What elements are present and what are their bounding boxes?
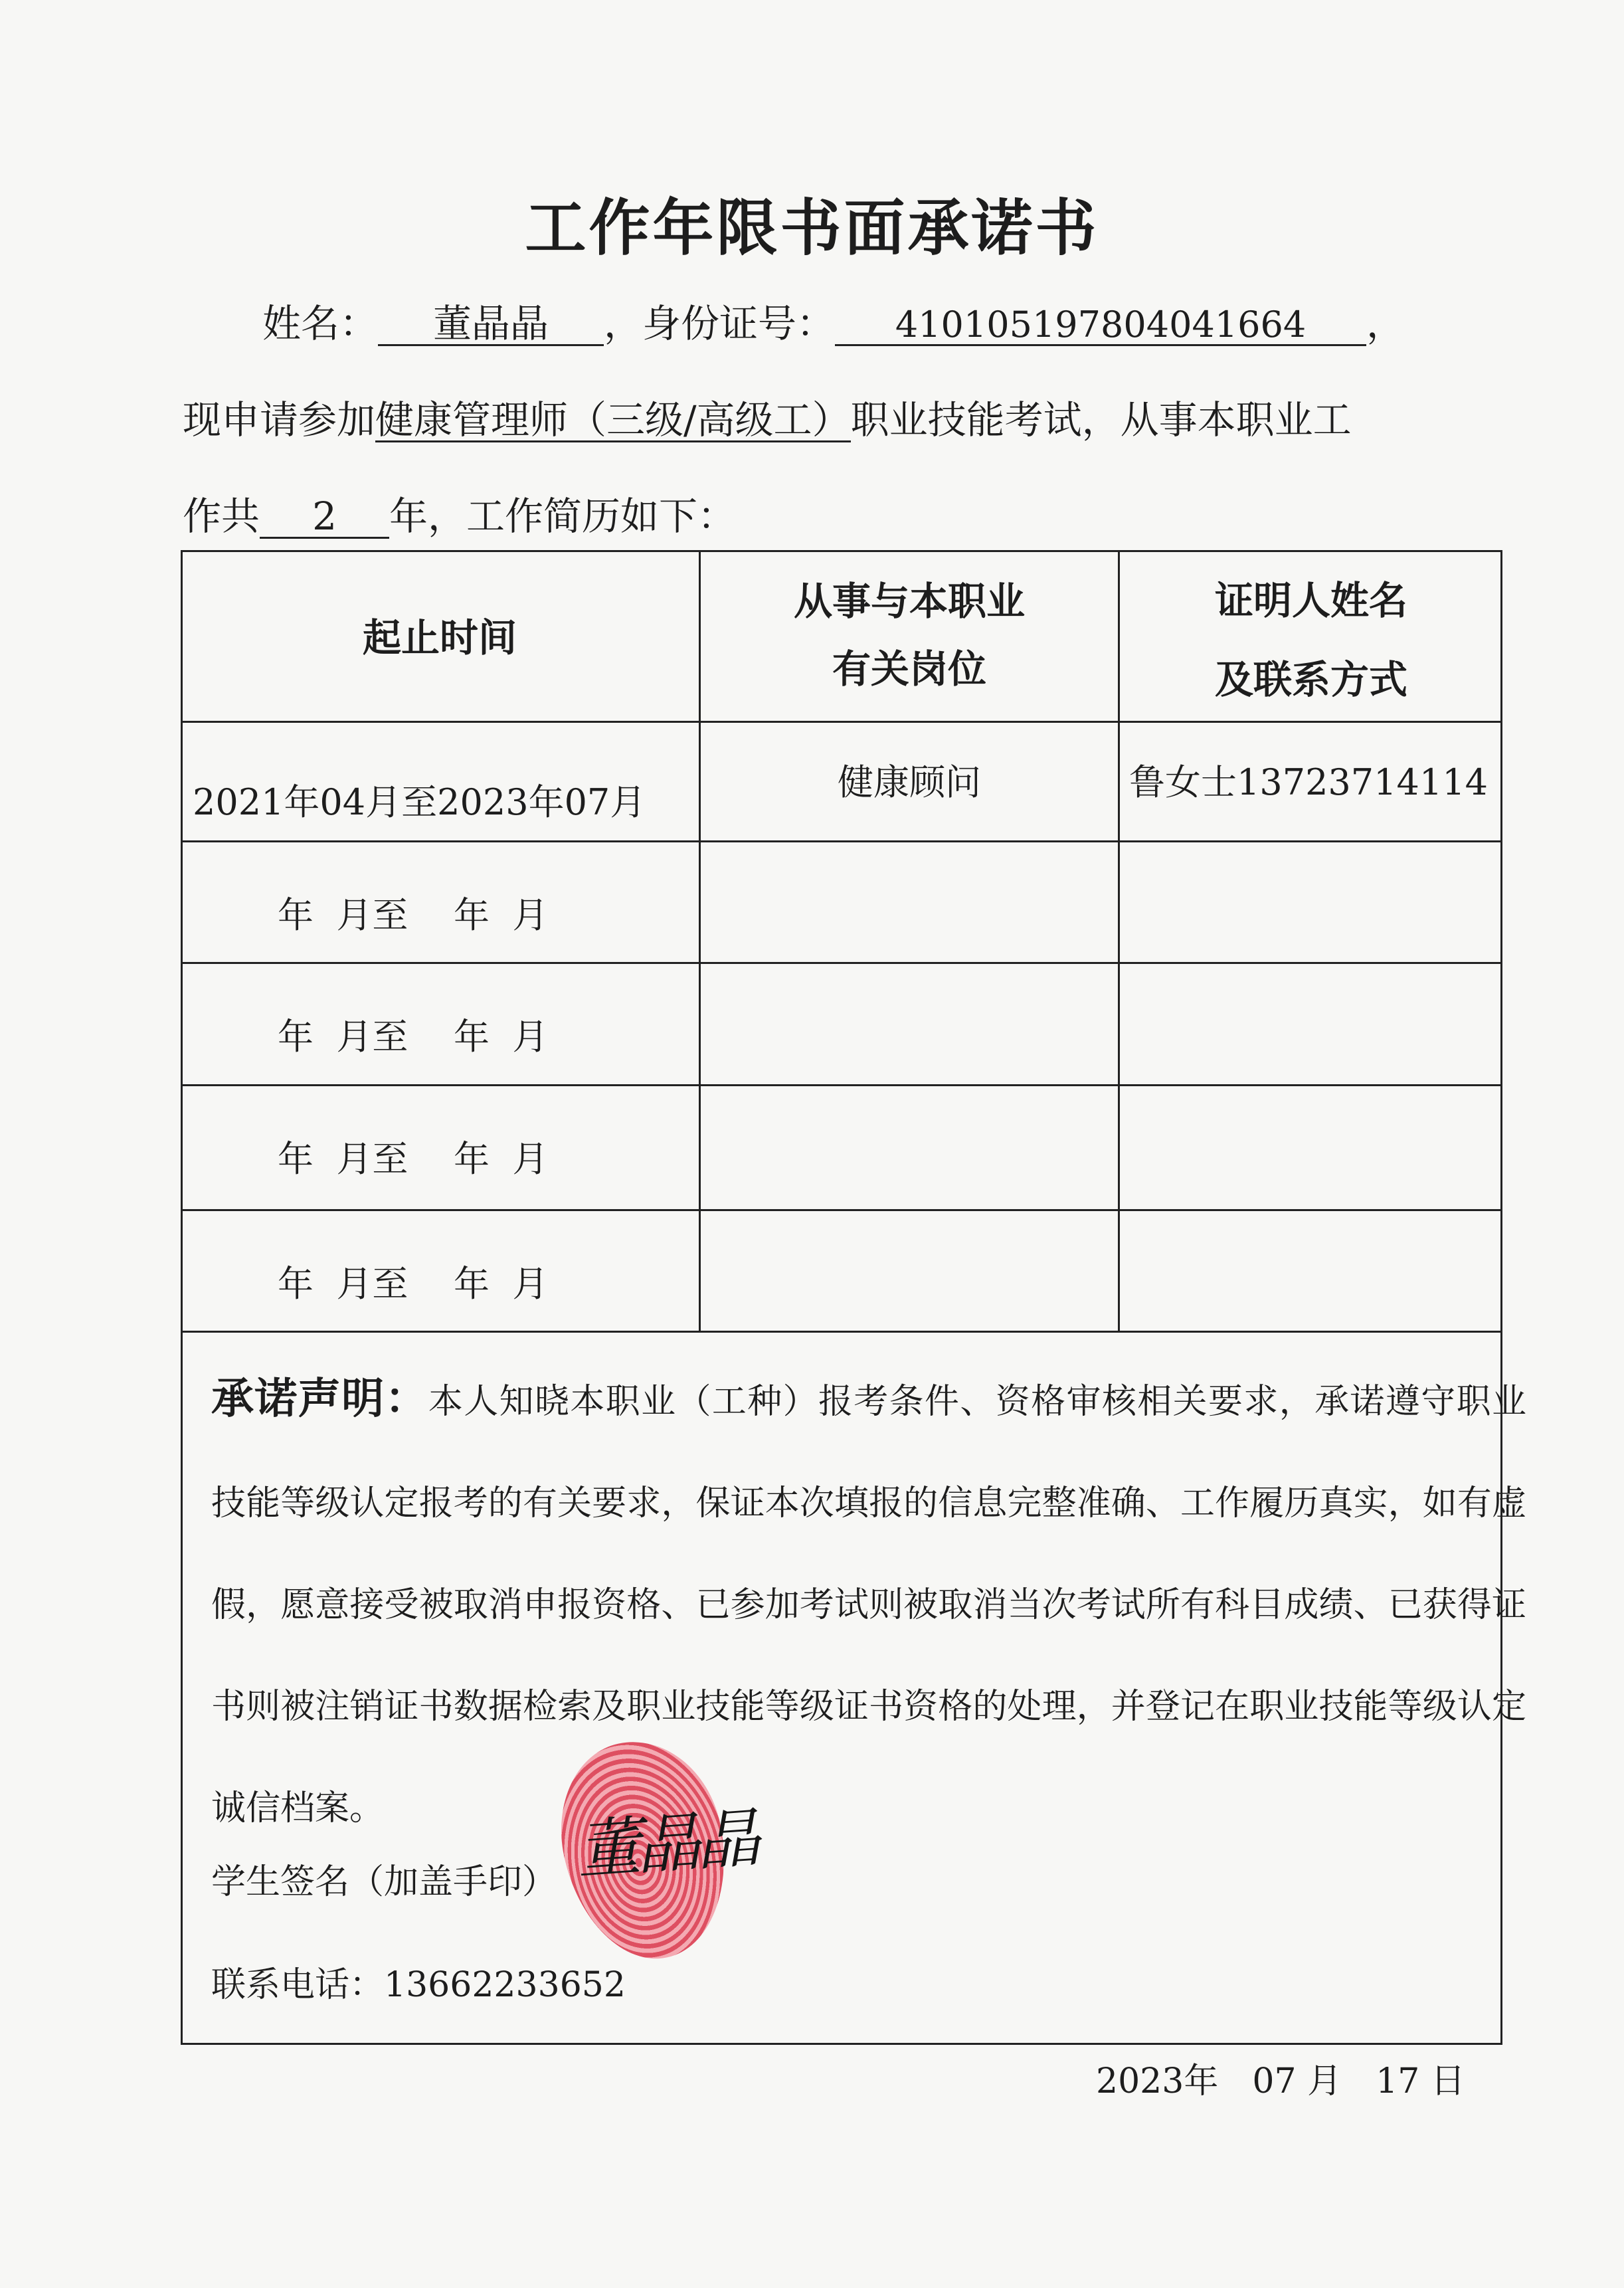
row-period: 年 月至 年 月: [278, 1016, 549, 1058]
years-suffix: 年，工作简历如下：: [389, 494, 737, 539]
table-rule: [181, 962, 1502, 964]
row-position: 健康顾问: [838, 761, 981, 803]
name-value: 董晶晶: [378, 304, 604, 346]
header-position-line1: 从事与本职业: [793, 579, 1025, 624]
years-prefix: 作共: [183, 494, 260, 539]
row-period: 年 月至 年 月: [278, 1263, 549, 1305]
phone-line: [211, 1956, 626, 2006]
declaration-block: [211, 1349, 1526, 1859]
date-day-unit: 日: [1430, 2061, 1465, 2101]
signature-label: 学生签名（加盖手印）: [211, 1862, 557, 1902]
date-year-unit: 年: [1184, 2061, 1219, 2101]
header-position: [701, 568, 1118, 703]
table-rule: [181, 840, 1502, 842]
date-year: 2023: [1096, 2061, 1184, 2101]
apply-suffix: 职业技能考试，从事本职业工: [850, 397, 1352, 442]
id-number-value: 410105197804041664: [835, 306, 1366, 346]
row-period: 年 月至 年 月: [278, 1138, 549, 1180]
phone-label: 联系电话：: [211, 1965, 385, 2005]
date-day: 17: [1376, 2061, 1420, 2101]
apply-prefix: 现申请参加: [183, 397, 376, 442]
id-label: ，身份证号：: [604, 301, 836, 346]
table-rule: [181, 1209, 1502, 1211]
row-period: 2021年04月至2023年07月: [193, 781, 646, 823]
table-rule: [181, 1331, 1502, 1333]
occupation-value: 健康管理师（三级/高级工）: [375, 397, 851, 442]
years-value: 2: [260, 496, 389, 539]
row-witness: 鲁女士13723714114: [1129, 761, 1488, 803]
header-witness-line1: 证明人姓名: [1214, 578, 1407, 623]
phone-value: 13662233652: [384, 1965, 626, 2005]
declaration-text: 本人知晓本职业（工种）报考条件、资格审核相关要求，承诺遵守职业技能等级认定报考的有关要求，保证本次填报的信息完整准确、工作履历真实，如有虚假，愿意接受被取消申报资格、已参加考试则被取消当次考试所有科目成绩、已获得证书则被注销证书数据检索及职业技能等级证书资格的处理，并登记在职业技能等级认定诚信档案。: [211, 1382, 1526, 1828]
name-label: 姓名：: [262, 301, 379, 346]
table-rule: [181, 721, 1502, 723]
table-rule: [181, 1084, 1502, 1086]
application-line: [183, 389, 1352, 444]
name-id-line: [262, 292, 1405, 348]
id-line-end: ，: [1366, 301, 1405, 346]
date-month: 07: [1252, 2061, 1297, 2101]
years-line: [183, 485, 736, 541]
document-title: 工作年限书面承诺书: [525, 193, 1099, 264]
header-period: 起止时间: [362, 615, 517, 660]
date-line: [1096, 2053, 1465, 2103]
handwritten-signature: 董晶晶: [574, 1800, 759, 1888]
row-period: 年 月至 年 月: [278, 894, 549, 936]
header-position-line2: 有关岗位: [832, 646, 986, 692]
header-witness-line2: 及联系方式: [1214, 656, 1407, 702]
header-witness: [1120, 561, 1502, 719]
declaration-heading: 承诺声明：: [211, 1375, 428, 1424]
date-month-unit: 月: [1307, 2061, 1342, 2101]
